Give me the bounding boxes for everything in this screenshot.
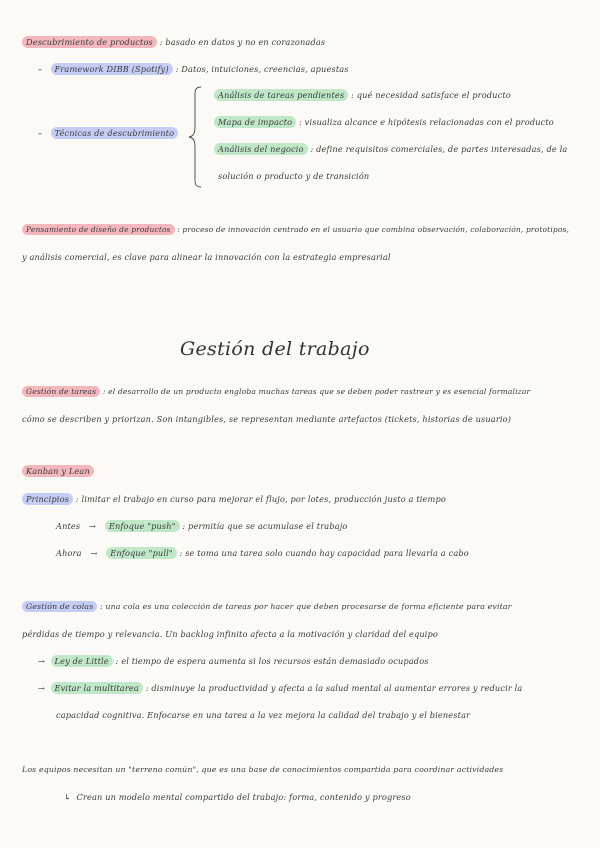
arrow-right-icon: → xyxy=(38,683,48,693)
text-mapa-impacto: : visualiza alcance e hipótesis relacionadas con el producto xyxy=(299,117,554,127)
highlight-tareas-pendientes: Análisis de tareas pendientes xyxy=(214,89,348,101)
text-colas: : una cola es una colección de tareas por hacer que deben procesarse de forma eficiente para evitar xyxy=(100,602,512,611)
return-arrow-icon: ↳ xyxy=(64,792,74,802)
dash-bullet: – xyxy=(38,128,48,138)
dash-bullet: – xyxy=(38,64,48,74)
label-antes: Antes xyxy=(56,521,81,531)
highlight-gestion-tareas: Gestión de tareas xyxy=(22,386,100,397)
highlight-pensamiento: Pensamiento de diseño de productos xyxy=(22,224,175,235)
line-tecnica-3-cont: solución o producto y de transición xyxy=(218,171,370,181)
line-gestion-tareas xyxy=(22,387,530,396)
text-gestion-tareas: : el desarrollo de un producto engloba muchas tareas que se deben poder rastrear y es esencial formalizar xyxy=(102,387,531,396)
line-dibb xyxy=(38,64,349,74)
line-colas xyxy=(22,602,512,611)
highlight-mapa-impacto: Mapa de impacto xyxy=(214,116,296,128)
line-tecnica-3 xyxy=(214,144,567,154)
highlight-analisis-negocio: Análisis del negocio xyxy=(214,143,308,155)
line-equipos: Los equipos necesitan un "terreno común", que es una base de conocimientos compartida para coordinar actividades xyxy=(22,765,504,774)
arrow-right-icon: → xyxy=(38,656,48,666)
text-dibb: : Datos, intuiciones, creencias, apuestas xyxy=(175,64,349,74)
text-little: : el tiempo de espera aumenta si los recursos están demasiado ocupados xyxy=(115,656,429,666)
line-ahora xyxy=(56,548,469,558)
highlight-kanban: Kanban y Lean xyxy=(22,465,94,477)
line-equipos-sub xyxy=(64,792,411,802)
highlight-little: Ley de Little xyxy=(51,655,113,667)
line-pensamiento-cont: y análisis comercial, es clave para alinear la innovación con la estrategia empresarial xyxy=(22,252,391,262)
line-descubrimiento xyxy=(22,37,325,47)
text-pensamiento: : proceso de innovación centrado en el usuario que combina observación, colaboración, prototipos, xyxy=(177,225,570,234)
line-multitarea-cont: capacidad cognitiva. Enfocarse en una tarea a la vez mejora la calidad del trabajo y el bienestar xyxy=(56,710,471,720)
line-pensamiento xyxy=(22,225,569,234)
line-tecnicas xyxy=(38,128,178,138)
highlight-descubrimiento: Descubrimiento de productos xyxy=(22,36,157,48)
text-push: : permitía que se acumulase el trabajo xyxy=(182,521,348,531)
highlight-multitarea: Evitar la multitarea xyxy=(51,682,143,694)
text-analisis-negocio: : define requisitos comerciales, de partes interesadas, de la xyxy=(310,144,568,154)
line-antes xyxy=(56,521,348,531)
label-ahora: Ahora xyxy=(56,548,82,558)
highlight-tecnicas: Técnicas de descubrimiento xyxy=(51,127,179,139)
arrow-right-icon: → xyxy=(90,548,98,558)
line-tecnica-2 xyxy=(214,117,554,127)
highlight-push: Enfoque "push" xyxy=(105,520,180,532)
highlight-dibb: Framework DIBB (Spotify) xyxy=(51,63,173,75)
text-tareas-pendientes: : qué necesidad satisface el producto xyxy=(351,90,511,100)
text-principios: : limitar el trabajo en curso para mejorar el flujo, por lotes, producción justo a tiempo xyxy=(75,494,446,504)
highlight-colas: Gestión de colas xyxy=(22,601,97,612)
line-gestion-tareas-cont: cómo se describen y priorizan. Son intangibles, se representan mediante artefactos (tickets, historias de usuario) xyxy=(22,414,512,424)
line-little xyxy=(38,656,429,666)
line-tecnica-1 xyxy=(214,90,511,100)
curly-brace-icon xyxy=(188,86,202,188)
text-pull: : se toma una tarea solo cuando hay capacidad para llevarla a cabo xyxy=(179,548,469,558)
arrow-right-icon: → xyxy=(89,521,97,531)
text-equipos-sub: Crean un modelo mental compartido del trabajo: forma, contenido y progreso xyxy=(76,792,411,802)
page-title: Gestión del trabajo xyxy=(180,338,370,360)
line-kanban xyxy=(22,466,94,476)
text-descubrimiento: : basado en datos y no en corazonadas xyxy=(159,37,326,47)
line-colas-cont: pérdidas de tiempo y relevancia. Un backlog infinito afecta a la motivación y claridad del equipo xyxy=(22,629,439,639)
line-principios xyxy=(22,494,446,504)
line-multitarea xyxy=(38,683,522,693)
text-multitarea: : disminuye la productividad y afecta a la salud mental al aumentar errores y reducir la xyxy=(145,683,523,693)
highlight-pull: Enfoque "pull" xyxy=(106,547,177,559)
highlight-principios: Principios xyxy=(22,493,73,505)
